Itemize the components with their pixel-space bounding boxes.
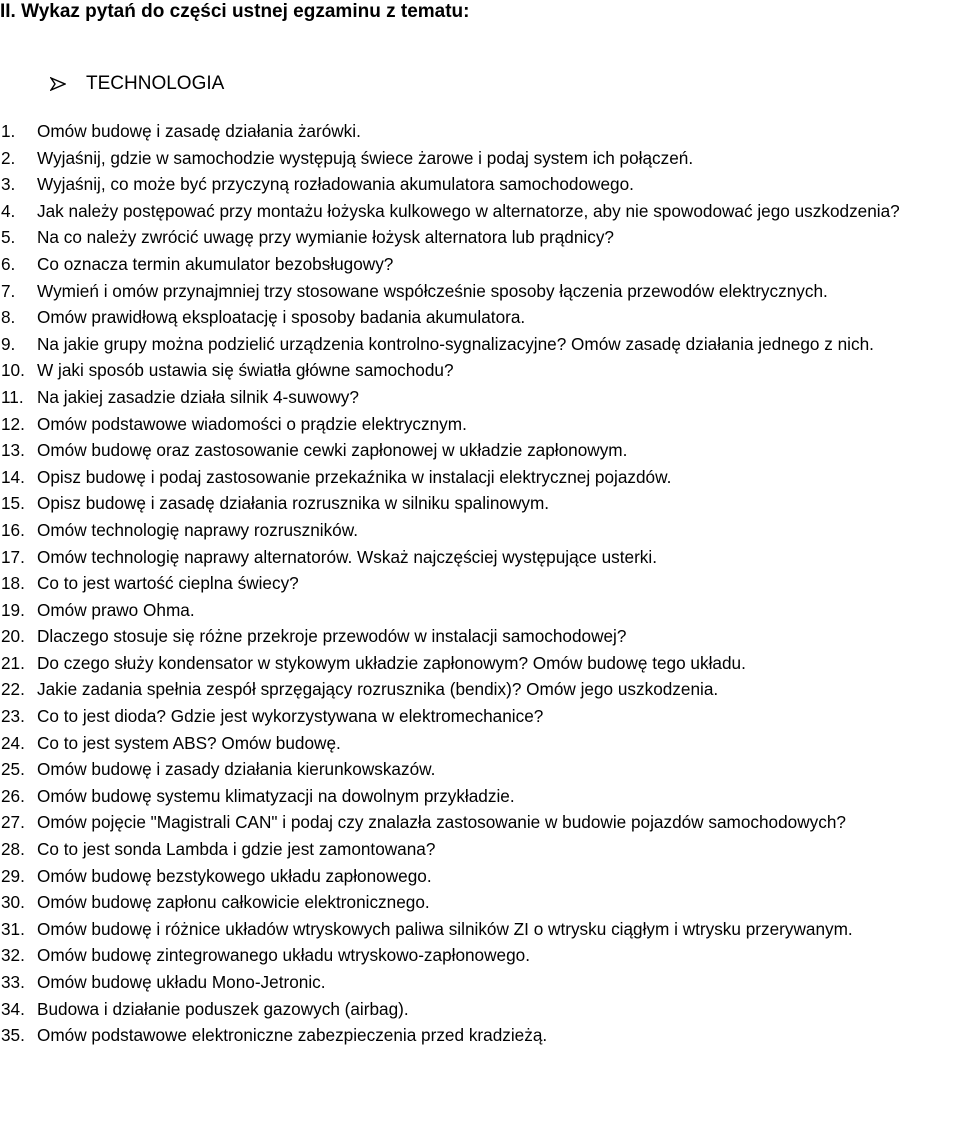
- question-item: [0, 411, 960, 438]
- question-item: [0, 171, 960, 198]
- question-number: 28.: [1, 839, 25, 860]
- question-text: Wymień i omów przynajmniej trzy stosowane współcześnie sposoby łączenia przewodów elektrycznych.: [37, 280, 828, 301]
- question-number: 35.: [1, 1025, 25, 1046]
- question-item: [0, 969, 960, 996]
- question-text: Omów budowę i zasadę działania żarówki.: [37, 121, 361, 141]
- question-number: 23.: [1, 706, 25, 727]
- question-text: Omów prawidłową eksploatację i sposoby badania akumulatora.: [37, 307, 526, 328]
- question-item: [0, 996, 960, 1023]
- question-item: [0, 676, 960, 703]
- question-number: 17.: [1, 546, 25, 567]
- question-item: [0, 464, 960, 491]
- question-list: [0, 118, 960, 1049]
- question-item: [0, 889, 960, 916]
- arrow-outline-right-icon: [50, 77, 66, 91]
- question-item: [0, 650, 960, 677]
- question-text: Co to jest dioda? Gdzie jest wykorzystywana w elektromechanice?: [37, 706, 544, 727]
- question-number: 14.: [1, 466, 25, 487]
- question-number: 6.: [1, 253, 16, 274]
- question-item: [0, 809, 960, 836]
- question-text: Na co należy zwrócić uwagę przy wymianie łożysk alternatora lub prądnicy?: [37, 227, 614, 248]
- question-number: 34.: [1, 998, 25, 1019]
- question-text: Omów prawo Ohma.: [37, 599, 195, 620]
- question-text: Omów budowę układu Mono-Jetronic.: [37, 972, 326, 992]
- question-number: 3.: [1, 174, 16, 195]
- question-number: 9.: [1, 333, 16, 354]
- question-text: Co oznacza termin akumulator bezobsługowy?: [37, 253, 394, 274]
- question-item: [0, 145, 960, 172]
- question-number: 27.: [1, 812, 25, 833]
- question-text: Opisz budowę i podaj zastosowanie przekaźnika w instalacji elektrycznej pojazdów.: [37, 466, 672, 487]
- question-text: Omów podstawowe elektroniczne zabezpieczenia przed kradzieżą.: [37, 1025, 548, 1046]
- question-text: Dlaczego stosuje się różne przekroje przewodów w instalacji samochodowej?: [37, 626, 627, 647]
- question-text: Co to jest system ABS? Omów budowę.: [37, 732, 341, 753]
- question-number: 10.: [1, 360, 25, 381]
- question-text: Do czego służy kondensator w stykowym układzie zapłonowym? Omów budowę tego układu.: [37, 652, 746, 673]
- question-item: [0, 517, 960, 544]
- question-text: Omów budowę systemu klimatyzacji na dowolnym przykładzie.: [37, 785, 515, 806]
- question-item: [0, 198, 960, 225]
- question-text: Omów budowę zapłonu całkowicie elektronicznego.: [37, 892, 430, 913]
- question-text: Opisz budowę i zasadę działania rozrusznika w silniku spalinowym.: [37, 493, 550, 514]
- question-item: [0, 703, 960, 730]
- question-number: 4.: [1, 200, 16, 221]
- question-text: W jaki sposób ustawia się światła główne samochodu?: [37, 360, 454, 381]
- question-text: Omów pojęcie "Magistrali CAN" i podaj czy znalazła zastosowanie w budowie pojazdów samochodowych?: [37, 812, 846, 833]
- question-number: 33.: [1, 972, 25, 992]
- question-item: [0, 357, 960, 384]
- question-number: 2.: [1, 147, 16, 168]
- question-item: [0, 623, 960, 650]
- question-text: Omów budowę zintegrowanego układu wtryskowo-zapłonowego.: [37, 945, 530, 966]
- question-number: 5.: [1, 227, 16, 248]
- question-number: 21.: [1, 652, 25, 673]
- question-item: [0, 490, 960, 517]
- question-item: [0, 783, 960, 810]
- question-number: 32.: [1, 945, 25, 966]
- question-number: 29.: [1, 865, 25, 886]
- question-number: 30.: [1, 892, 25, 913]
- question-item: [0, 544, 960, 571]
- document-heading: II. Wykaz pytań do części ustnej egzaminu z tematu:: [0, 1, 470, 22]
- question-text: Na jakiej zasadzie działa silnik 4-suwowy?: [37, 386, 359, 407]
- question-item: [0, 278, 960, 305]
- question-number: 11.: [1, 386, 24, 407]
- question-number: 31.: [1, 918, 25, 939]
- question-item: [0, 224, 960, 251]
- question-text: Budowa i działanie poduszek gazowych (airbag).: [37, 998, 409, 1019]
- question-number: 1.: [1, 121, 16, 141]
- question-item: [0, 916, 960, 943]
- question-text: Omów podstawowe wiadomości o prądzie elektrycznym.: [37, 413, 467, 434]
- question-text: Omów budowę oraz zastosowanie cewki zapłonowej w układzie zapłonowym.: [37, 440, 628, 461]
- question-item: [0, 304, 960, 331]
- question-number: 25.: [1, 759, 25, 780]
- question-text: Wyjaśnij, gdzie w samochodzie występują świece żarowe i podaj system ich połączeń.: [37, 147, 694, 168]
- question-item: [0, 1022, 960, 1049]
- question-item: [0, 118, 960, 145]
- question-item: [0, 836, 960, 863]
- question-number: 20.: [1, 626, 25, 647]
- question-item: [0, 756, 960, 783]
- question-text: Co to jest sonda Lambda i gdzie jest zamontowana?: [37, 839, 436, 860]
- question-number: 7.: [1, 280, 16, 301]
- section-header: [50, 72, 224, 96]
- question-number: 22.: [1, 679, 25, 700]
- question-number: 19.: [1, 599, 25, 620]
- question-number: 16.: [1, 519, 25, 540]
- question-number: 8.: [1, 307, 16, 328]
- question-text: Jakie zadania spełnia zespół sprzęgający rozrusznika (bendix)? Omów jego uszkodzenia.: [37, 679, 719, 700]
- question-number: 13.: [1, 440, 25, 461]
- question-item: [0, 730, 960, 757]
- question-item: [0, 570, 960, 597]
- question-text: Co to jest wartość cieplna świecy?: [37, 573, 299, 594]
- question-item: [0, 437, 960, 464]
- question-text: Na jakie grupy można podzielić urządzenia kontrolno-sygnalizacyjne? Omów zasadę działania jednego z nich.: [37, 333, 874, 354]
- question-text: Omów budowę i różnice układów wtryskowych paliwa silników ZI o wtrysku ciągłym i wtrysku przerywanym.: [37, 918, 853, 939]
- question-text: Jak należy postępować przy montażu łożyska kulkowego w alternatorze, aby nie spowodować jego uszkodzenia?: [37, 200, 900, 221]
- section-title: TECHNOLOGIA: [86, 73, 225, 94]
- question-number: 26.: [1, 785, 25, 806]
- question-text: Omów technologię naprawy alternatorów. Wskaż najczęściej występujące usterki.: [37, 546, 657, 567]
- question-item: [0, 251, 960, 278]
- question-item: [0, 863, 960, 890]
- question-number: 24.: [1, 732, 25, 753]
- question-number: 15.: [1, 493, 25, 514]
- question-item: [0, 384, 960, 411]
- question-text: Wyjaśnij, co może być przyczyną rozładowania akumulatora samochodowego.: [37, 174, 634, 195]
- question-item: [0, 942, 960, 969]
- question-text: Omów budowę i zasady działania kierunkowskazów.: [37, 759, 436, 780]
- question-item: [0, 331, 960, 358]
- question-number: 18.: [1, 573, 25, 594]
- question-text: Omów technologię naprawy rozruszników.: [37, 519, 358, 540]
- question-number: 12.: [1, 413, 25, 434]
- question-item: [0, 597, 960, 624]
- question-text: Omów budowę bezstykowego układu zapłonowego.: [37, 865, 432, 886]
